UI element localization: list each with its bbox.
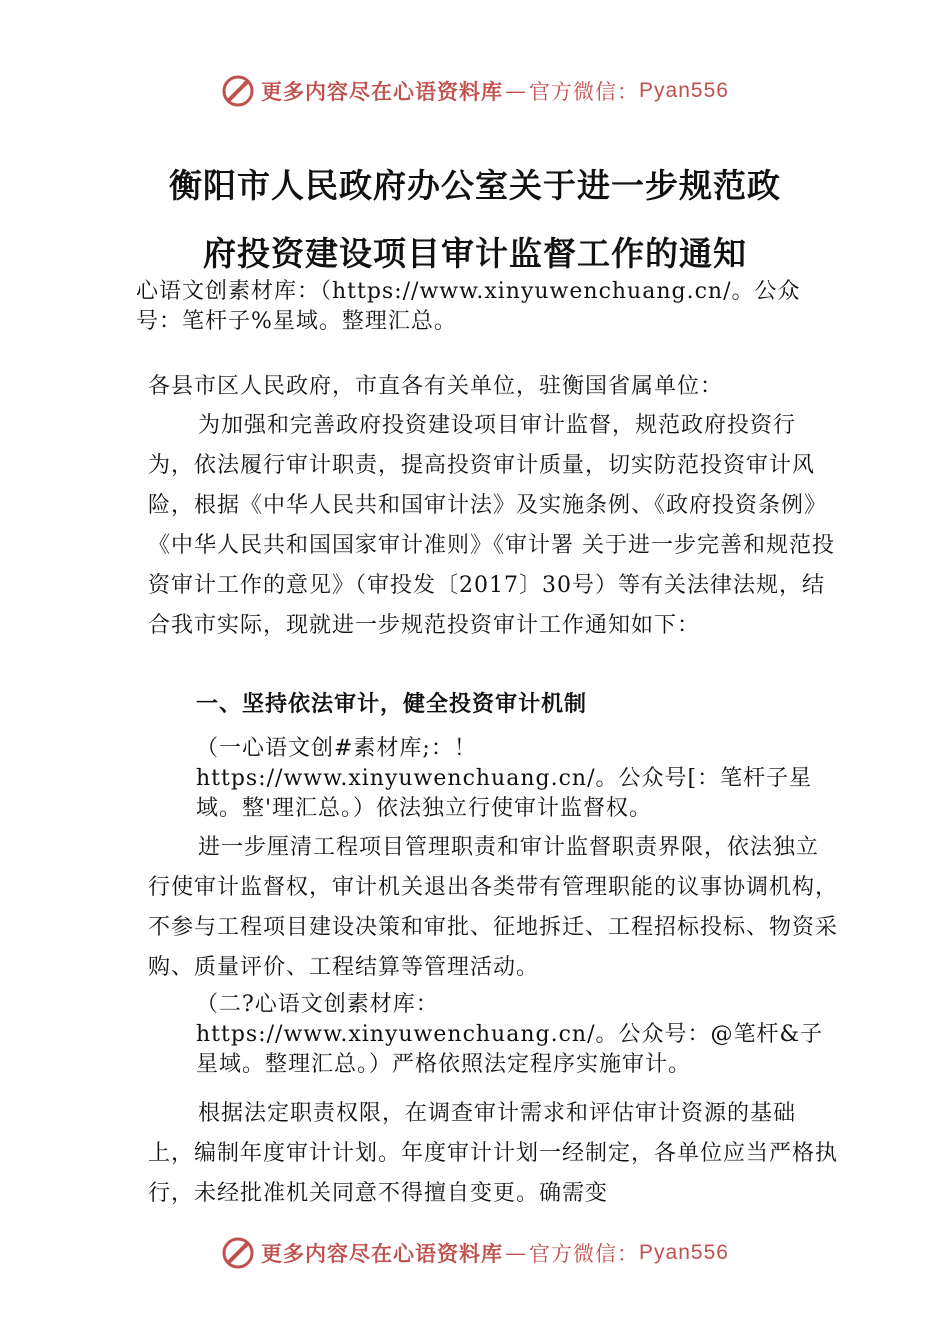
watermark-dash: — [505,1241,528,1265]
paragraph-2: 进一步厘清工程项目管理职责和审计监督职责界限，依法独立行使审计监督权，审计机关退出各类带有管理职能的议事协调机构，不参与工程项目建设决策和审批、征地拆迁、工程招标投标、物资采购、质量评价、工程结算等管理活动。 [148,835,839,980]
brush-logo-icon [221,74,255,108]
watermark-dash: — [505,79,528,103]
subsection-2: （二?心语文创素材库：https://www.xinyuwenchuang.cn/。公众号：@笔杆&子星域。整理汇总。）严格依照法定程序实施审计。 [196,992,824,1077]
watermark-brand: 更多内容尽在心语资料库 [261,79,504,104]
watermark-brand: 更多内容尽在心语资料库 [261,1241,504,1266]
subsection-1: （一心语文创#素材库;：！https://www.xinyuwenchuang.cn/。公众号[：笔杆子星域。整'理汇总。）依法独立行使审计监督权。 [196,736,813,821]
source-line: 心语文创素材库：（https://www.xinyuwenchuang.cn/。公众号：笔杆子%星域。整理汇总。 [136,279,801,334]
section-heading-1: 一、坚持依法审计，健全投资审计机制 [196,692,588,717]
document-title-line-1: 衡阳市人民政府办公室关于进一步规范政 [169,166,781,205]
paragraph-3: 根据法定职责权限，在调查审计需求和评估审计资源的基础上，编制年度审计计划。年度审计计划一经制定，各单位应当严格执行，未经批准机关同意不得擅自变更。确需变 [148,1101,839,1206]
watermark-wechat-id: Pyan556 [639,1241,729,1264]
header-watermark [0,74,950,108]
salutation: 各县市区人民政府，市直各有关单位，驻衡国省属单位： [148,374,724,399]
watermark-wechat-id: Pyan556 [639,79,729,102]
paragraph-intro: 为加强和完善政府投资建设项目审计监督，规范政府投资行为，依法履行审计职责，提高投资审计质量，切实防范投资审计风险，根据《中华人民共和国审计法》及实施条例、《政府投资条例》《中华人民共和国国家审计准则》《审计署 关于进一步完善和规范投资审计工作的意见》（审投发〔2017〕30号）等有关法律法规，结合我市实际，现就进一步规范投资审计工作通知如下： [148,413,835,638]
watermark-wechat-label: 官方微信： [529,1242,640,1266]
brush-logo-icon [221,1236,255,1270]
document-title-line-2: 府投资建设项目审计监督工作的通知 [203,234,747,273]
footer-watermark [0,1236,950,1270]
watermark-wechat-label: 官方微信： [529,80,640,104]
